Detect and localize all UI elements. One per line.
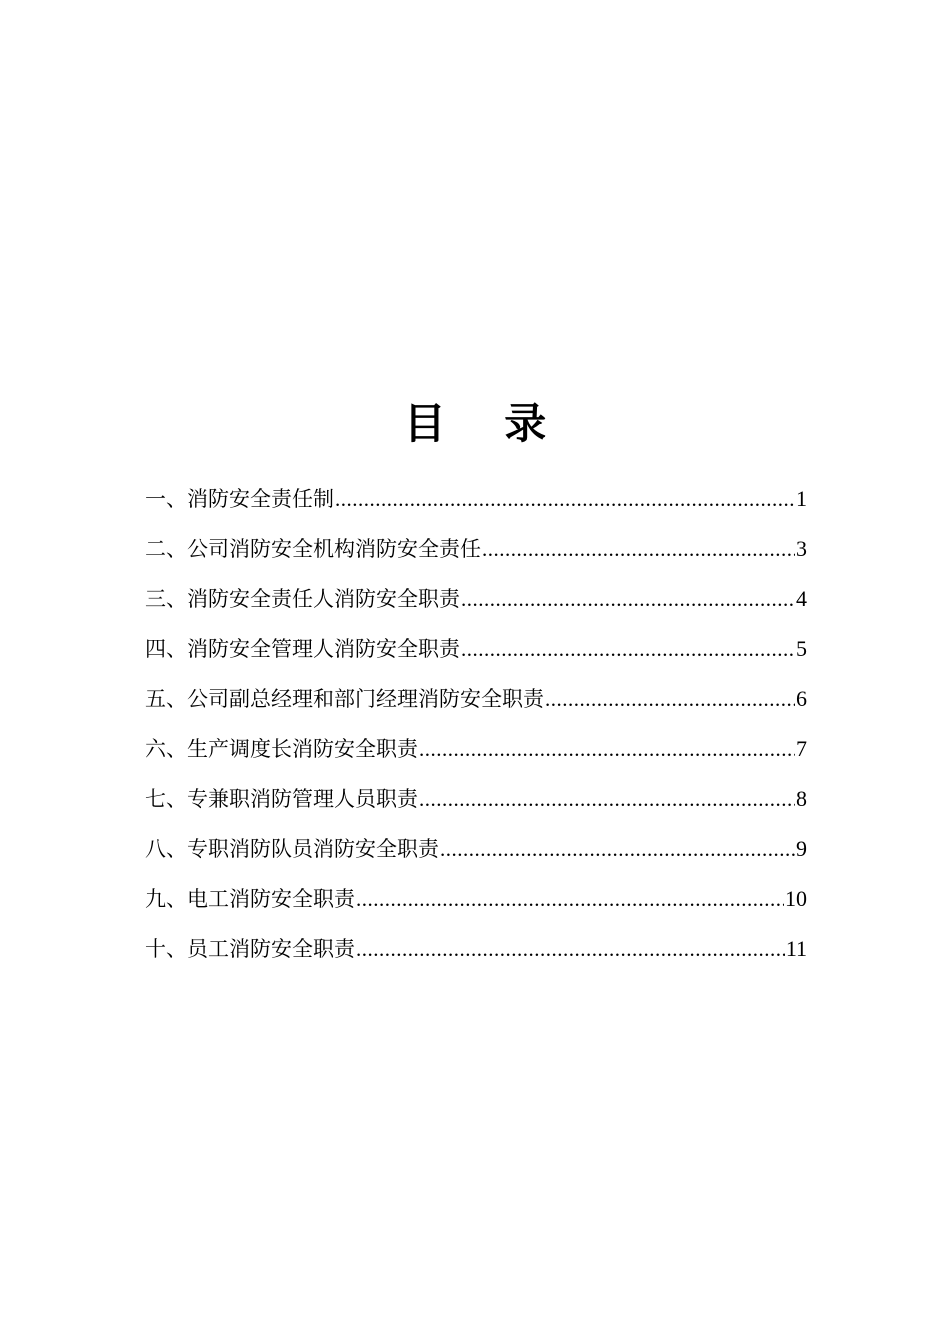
toc-entry-title: 九、电工消防安全职责 xyxy=(145,887,355,911)
toc-page-number: 10 xyxy=(785,886,807,911)
toc-entry-5[interactable] xyxy=(145,682,807,732)
page-title: 目 录 xyxy=(403,399,569,449)
toc-dot-leader xyxy=(419,732,795,766)
toc-dot-leader xyxy=(356,882,784,916)
toc-dot-leader xyxy=(440,832,795,866)
toc-entry-6[interactable] xyxy=(145,732,807,782)
toc-dot-leader xyxy=(419,782,795,816)
toc-entry-8[interactable] xyxy=(145,832,807,882)
table-of-contents xyxy=(145,482,807,982)
toc-dot-leader xyxy=(461,582,795,616)
toc-entry-title: 七、专兼职消防管理人员职责 xyxy=(145,787,418,811)
toc-entry-title: 二、公司消防安全机构消防安全责任 xyxy=(145,537,481,561)
toc-page-number: 3 xyxy=(796,536,807,561)
toc-page-number: 8 xyxy=(796,786,807,811)
toc-page-number: 5 xyxy=(796,636,807,661)
toc-dot-leader xyxy=(335,482,795,516)
toc-dot-leader xyxy=(356,932,785,966)
toc-entry-title: 四、消防安全管理人消防安全职责 xyxy=(145,637,460,661)
toc-entry-2[interactable] xyxy=(145,532,807,582)
toc-page-number: 7 xyxy=(796,736,807,761)
toc-entry-3[interactable] xyxy=(145,582,807,632)
toc-entry-title: 六、生产调度长消防安全职责 xyxy=(145,737,418,761)
toc-page-number: 6 xyxy=(796,686,807,711)
toc-dot-leader xyxy=(545,682,795,716)
toc-entry-7[interactable] xyxy=(145,782,807,832)
toc-entry-1[interactable] xyxy=(145,482,807,532)
toc-entry-title: 十、员工消防安全职责 xyxy=(145,937,355,961)
toc-page-number: 11 xyxy=(785,936,807,961)
toc-page-number: 4 xyxy=(796,586,807,611)
toc-entry-title: 八、专职消防队员消防安全职责 xyxy=(145,837,439,861)
toc-entry-title: 五、公司副总经理和部门经理消防安全职责 xyxy=(145,687,544,711)
toc-entry-4[interactable] xyxy=(145,632,807,682)
toc-page-number: 1 xyxy=(796,486,807,511)
toc-entry-9[interactable] xyxy=(145,882,807,932)
toc-page-number: 9 xyxy=(796,836,807,861)
toc-entry-title: 一、消防安全责任制 xyxy=(145,487,334,511)
toc-entry-10[interactable] xyxy=(145,932,807,982)
toc-entry-title: 三、消防安全责任人消防安全职责 xyxy=(145,587,460,611)
toc-dot-leader xyxy=(482,532,795,566)
toc-dot-leader xyxy=(461,632,795,666)
